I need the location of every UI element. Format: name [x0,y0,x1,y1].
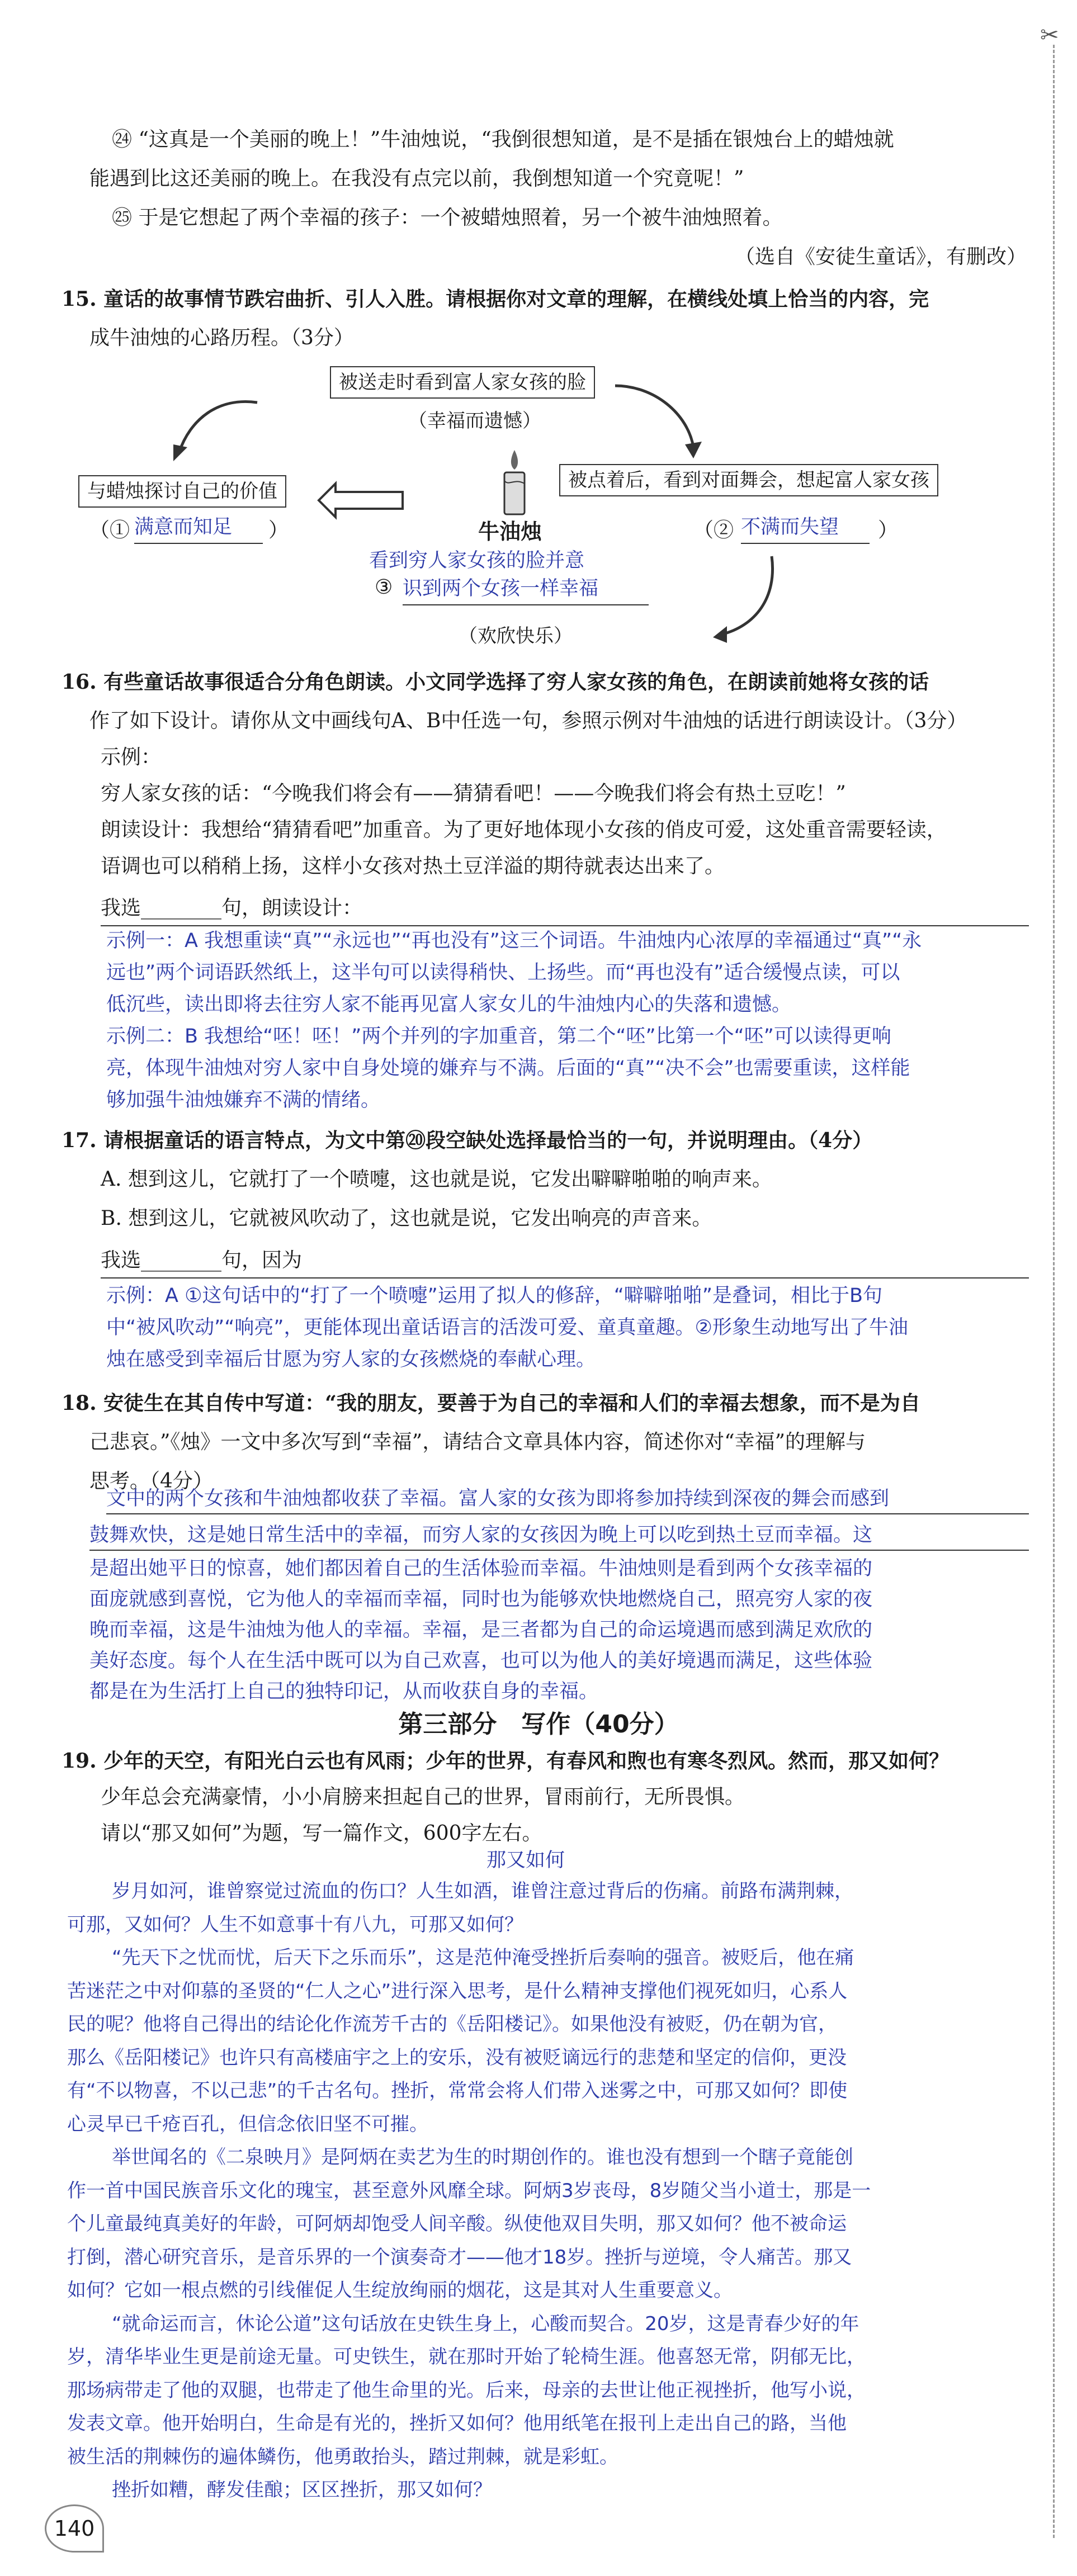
q17-option-a: A. 想到这儿，它就打了一个喷嚏，这也就是说，它发出噼噼啪啪的响声来。 [101,1168,772,1191]
essay-line: 个儿童最纯真美好的年龄，可阿炳却饱受人间辛酸。纵使他双目失明，那又如何？他不被命运 [67,2213,847,2235]
q18-line3: 思考。（4分） [89,1470,213,1493]
q15-left-answer: 满意而知足 [134,512,263,544]
essay-line: 作一首中国民族音乐文化的瑰宝，甚至意外风靡全球。阿炳3岁丧母，8岁随父当小道士，那是一 [67,2179,871,2202]
essay-line: 举世闻名的《二泉映月》是阿炳在卖艺为生的时期创作的。谁也没有想到一个瞎子竟能创 [112,2146,853,2168]
essay-line: 那么《岳阳楼记》也许只有高楼庙宇之上的安乐，没有被贬谪远行的悲楚和坚定的信仰，更没 [67,2046,847,2069]
q19-line2: 少年总会充满豪情，小小肩膀来担起自己的世界，冒雨前行，无所畏惧。 [101,1786,745,1808]
arrow-right-down [615,386,693,447]
story-p24-line2: 能遇到比这还美丽的晚上。在我没有点完以前，我倒想知道一个究竟呢！” [89,167,744,190]
q18-answer-line4: 面庞就感到喜悦，它为他人的幸福而幸福，同时也为能够欢快地燃烧自己，照亮穷人家的夜 [89,1588,873,1611]
essay-line: 如何？它如一根点燃的引线催促人生绽放绚丽的烟花，这是其对人生重要意义。 [67,2279,733,2302]
q16-answer-line2: 远也”两个词语跃然纸上，这半句可以读得稍快、上扬些。而“再也没有”适合缓慢点读，可以 [106,962,900,984]
q16-example-line2: 朗读设计：我想给“猜猜看吧”加重音。为了更好地体现小女孩的俏皮可爱，这处重音需要轻读， [101,818,947,841]
q18-answer-line2: 鼓舞欢快，这是她日常生活中的幸福，而穷人家的女孩因为晚上可以吃到热土豆而幸福。这 [89,1521,1029,1551]
q15-left-close: ） [268,519,289,542]
essay-line: 民的呢？他将自己得出的结论化作流芳千古的《岳阳楼记》。如果他没有被贬，仍在朝为官， [67,2013,837,2035]
q16-example-line3: 语调也可以稍稍上扬，这样小女孩对热土豆洋溢的期待就表达出来了。 [101,855,725,878]
q19-line3: 请以“那又如何”为题，写一篇作文，600字左右。 [101,1822,542,1845]
q15-right-answer: 不满而失望 [741,512,870,544]
q18-answer-line6: 美好态度。每个人在生活中既可以为自己欢喜，也可以为他人的美好境遇而满足，这些体验 [89,1650,873,1672]
q16-example-label: 示例： [101,746,162,769]
essay-line: 发表文章。他开始明白，生命是有光的，挫折又如何？他用纸笔在报刊上走出自己的路，当他 [67,2412,847,2435]
q15-center-label: 牛油烛 [478,519,542,544]
q18-answer-line5: 晚而幸福，这是牛油烛为他人的幸福。幸福，是三者都为自己的命运境遇而感到满足欢欣的 [89,1619,873,1641]
essay-line: 有“不以物喜，不以己悲”的千古名句。挫折，常常会将人们带入迷雾之中，可那又如何？即使 [67,2080,848,2102]
q17-prompt: 我选________句，因为 [101,1244,1029,1278]
essay-line: 岁，清华毕业生更是前途无量。可史铁生，就在那时开始了轮椅生涯。他喜怒无常，阴郁无比， [67,2346,866,2368]
q15-top-box: 被送走时看到富人家女孩的脸 [330,366,595,399]
q17-answer-line2: 中“被风吹动”“响亮”，更能体现出童话语言的活泼可爱、童真童趣。②形象生动地写出了牛油 [106,1317,908,1339]
q18-line1: 18. 安徒生在其自传中写道：“我的朋友，要善于为自己的幸福和人们的幸福去想象，而不是为自 [62,1391,920,1415]
q15-line2: 成牛油烛的心路历程。（3分） [89,326,354,349]
q15-left-blank-num: （① [89,519,130,542]
essay-line: 岁月如河，谁曾察觉过流血的伤口？人生如酒，谁曾注意过背后的伤痛。前路布满荆棘， [112,1880,853,1902]
q15-line1: 15. 童话的故事情节跌宕曲折、引人入胜。请根据你对文章的理解，在横线处填上恰当的内容，完 [62,287,929,311]
arrow-to-left-box [319,484,403,517]
q18-line2: 己悲哀。”《烛》一文中多次写到“幸福”，请结合文章具体内容，简述你对“幸福”的理解与 [89,1431,866,1453]
cut-line [1053,45,1055,2538]
story-p24-line1: ㉔ “这真是一个美丽的晚上！”牛油烛说，“我倒很想知道，是不是插在银烛台上的蜡烛就 [112,128,894,151]
q15-top-emotion: （幸福而遗憾） [408,410,541,432]
q16-answer-line3: 低沉些，读出即将去往穷人家不能再见富人家女儿的牛油烛内心的失落和遗憾。 [106,993,792,1016]
candle-icon [492,447,537,520]
q15-bottom-answer: 识到两个女孩一样幸福 [403,573,649,605]
essay-title: 那又如何 [486,1849,565,1872]
q15-right-close: ） [878,519,899,542]
essay-line: 苦迷茫之中对仰慕的圣贤的“仁人之心”进行深入思考，是什么精神支撑他们视死如归，心系人 [67,1980,848,2002]
essay-line: 可那，又如何？人生不如意事十有八九，可那又如何？ [67,1913,523,1936]
q16-answer-line6: 够加强牛油烛嫌弃不满的情绪。 [106,1089,381,1111]
q15-bottom-line1: 看到穷人家女孩的脸并意 [369,550,585,572]
q19-line1: 19. 少年的天空，有阳光白云也有风雨；少年的世界，有春风和煦也有寒冬烈风。然而，那又如何？ [62,1749,950,1773]
q16-prompt: 我选________句，朗读设计： [101,892,1029,926]
page-number: 140 [45,2504,104,2553]
arrow-head-1 [173,444,187,461]
q16-answer-line5: 亮，体现牛油烛对穷人家中自身处境的嫌弃与不满。后面的“真”“决不会”也需要重读，这样能 [106,1057,910,1079]
story-source: （选自《安徒生童话》，有删改） [734,245,1027,268]
q15-bottom-emotion: （欢欣快乐） [459,625,573,647]
essay-line: “就命运而言，休论公道”这句话放在史铁生身上，心酸而契合。20岁，这是青春少好的年 [112,2312,859,2335]
scissors-icon: ✂ [1040,22,1059,48]
essay-line: 心灵早已千疮百孔，但信念依旧坚不可摧。 [67,2113,428,2135]
q18-answer-line1: 文中的两个女孩和牛油烛都收获了幸福。富人家的女孩为即将参加持续到深夜的舞会而感到 [106,1484,1029,1514]
section3-title: 第三部分 写作（40分） [398,1710,679,1739]
q15-right-box: 被点着后，看到对面舞会，想起富人家女孩 [559,464,938,496]
q15-bottom-blank-num: ③ [375,576,393,599]
essay-line: 被生活的荆棘伤的遍体鳞伤，他勇敢抬头，踏过荆棘，就是彩虹。 [67,2445,618,2468]
q15-right-blank-num: （② [693,519,734,542]
q18-answer-line7: 都是在为生活打上自己的独特印记，从而收获自身的幸福。 [89,1680,599,1703]
q16-line1: 16. 有些童话故事很适合分角色朗读。小文同学选择了穷人家女孩的角色，在朗读前她将女孩的话 [62,670,929,694]
essay-line: 打倒，潜心研究音乐，是音乐界的一个演奏奇才——他才18岁。挫折与逆境，令人痛苦。那又 [67,2246,852,2269]
q17-line1: 17. 请根据童话的语言特点，为文中第⑳段空缺处选择最恰当的一句，并说明理由。（4分） [62,1129,873,1152]
q16-answer-line1: 示例一：A 我想重读“真”“永远也”“再也没有”这三个词语。牛油烛内心浓厚的幸福通过“真”“永 [106,930,922,952]
essay-line: “先天下之忧而忧，后天下之乐而乐”，这是范仲淹受挫折后奏响的强音。被贬后，他在痛 [112,1947,854,1969]
q16-example-line1: 穷人家女孩的话：“今晚我们将会有——猜猜看吧！——今晚我们将会有热土豆吃！” [101,782,846,805]
q16-line2: 作了如下设计。请你从文中画线句A、B中任选一句，参照示例对牛油烛的话进行朗读设计。（3分） [89,709,967,732]
essay-line: 挫折如糟，酵发佳酿；区区挫折，那又如何？ [112,2479,492,2501]
arrow-left-up [179,401,257,453]
q17-answer-line1: 示例：A ①这句话中的“打了一个喷嚏”运用了拟人的修辞，“噼噼啪啪”是叠词，相比于B句 [106,1285,882,1307]
q17-option-b: B. 想到这儿，它就被风吹动了，这也就是说，它发出响亮的声音来。 [101,1207,712,1230]
arrow-bottom-right [721,556,773,634]
q17-answer-line3: 烛在感受到幸福后甘愿为穷人家的女孩燃烧的奉献心理。 [106,1348,596,1371]
arrow-head-2 [685,442,702,458]
essay-line: 那场病带走了他的双腿，也带走了他生命里的光。后来，母亲的去世让他正视挫折，他写小说， [67,2379,866,2402]
q15-left-box: 与蜡烛探讨自己的价值 [78,475,286,508]
arrow-head-3 [713,626,727,643]
q18-answer-line3: 是超出她平日的惊喜，她们都因着自己的生活体验而幸福。牛油烛则是看到两个女孩幸福的 [89,1557,873,1580]
q16-answer-line4: 示例二：B 我想给“呸！呸！”两个并列的字加重音，第二个“呸”比第一个“呸”可以读得更响 [106,1025,891,1048]
story-p25: ㉕ 于是它想起了两个幸福的孩子：一个被蜡烛照着，另一个被牛油烛照着。 [112,206,783,229]
